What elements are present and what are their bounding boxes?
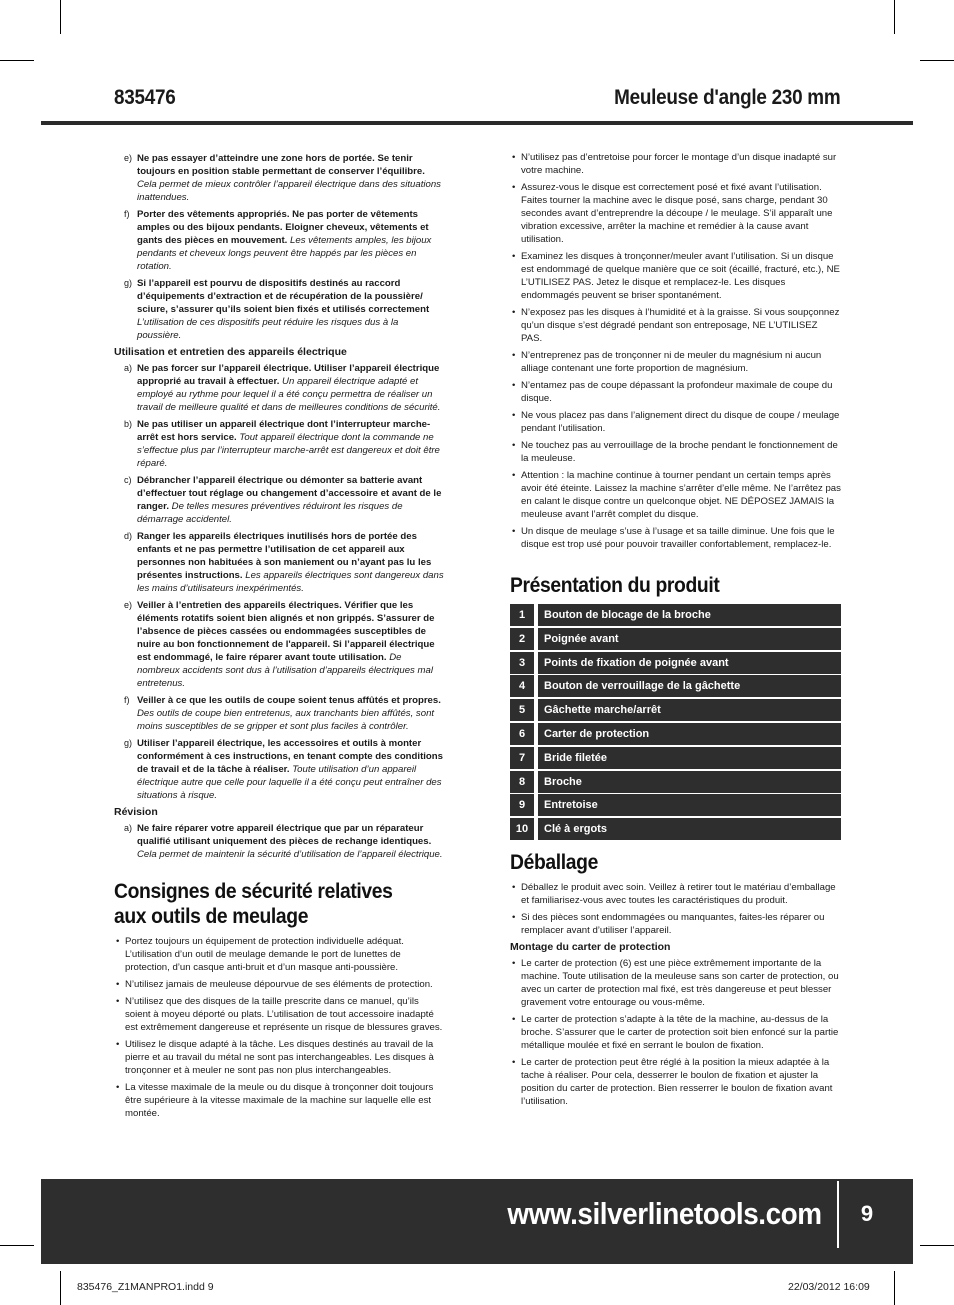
part-row: [510, 771, 841, 793]
part-row: [510, 794, 841, 816]
bullet-dot: •: [512, 440, 516, 451]
crop-mark: [60, 0, 61, 34]
lettered-item: [114, 737, 444, 802]
bullet-dot: •: [512, 882, 516, 894]
item-letter: f): [124, 209, 130, 219]
part-number: 7: [510, 747, 534, 769]
part-row: [510, 818, 841, 840]
item-letter: g): [124, 278, 133, 288]
bullet-dot: •: [512, 251, 516, 262]
item-letter: e): [124, 153, 133, 163]
part-number: 6: [510, 723, 534, 745]
part-number: 3: [510, 652, 534, 674]
lettered-item: [114, 418, 444, 470]
bullet-dot: •: [512, 410, 516, 421]
bullet-text: Le carter de protection (6) est une pièce extrêmement importante de la machine. Toute utilisation de la meuleuse sans son carter de protection, ou avec un carter de protection mal fixé, est très dangereuse et peut blesser gravement votre entourage ou vous-même.: [521, 958, 839, 1009]
part-label: Bouton de verrouillage de la gâchette: [538, 675, 841, 697]
item-letter: a): [124, 823, 133, 833]
section-title-presentation: Présentation du produit: [510, 574, 720, 597]
bullet-dot: •: [512, 307, 516, 318]
lettered-item: [114, 277, 444, 342]
lettered-item: [114, 822, 444, 861]
part-number: 1: [510, 604, 534, 626]
bullet-text: N’utilisez que des disques de la taille prescrite dans ce manuel, qu’ils soient à moyeu déporté ou plats. L’utilisation de tout accessoire inadapté est extrêmement dangereuse et représente un risque de blessures graves.: [125, 996, 443, 1033]
bullet-text: Le carter de protection peut être réglé à la position la mieux adaptée à la tache à réaliser. Pour cela, desserrer le boulon de fixation et ajuster la position du carter de protection. Bien resserrer le boulon de fixation avant l’utilisation.: [521, 1057, 833, 1108]
bullet-text: N’utilisez jamais de meuleuse dépourvue de ses éléments de protection.: [125, 979, 433, 990]
bullet-item: [114, 978, 444, 991]
item-italic-text: De telles mesures préventives réduiront les risques de démarrage accidentel.: [137, 501, 403, 525]
parts-list: [510, 604, 841, 840]
bullet-text: Utilisez le disque adapté à la tâche. Les disques destinés au travail de la pierre et au travail du métal ne sont pas interchangeables. Les disques à tronçonner et à meuler ne sont pas non plus interchangeables.: [125, 1039, 434, 1076]
item-italic-text: De nombreux accidents sont dus à l’utilisation d’appareils électriques mal entretenus.: [137, 652, 433, 689]
section-title-deballage: Déballage: [510, 851, 598, 875]
subheading-utilisation: Utilisation et entretien des appareils électrique: [114, 346, 347, 358]
bullet-item: [510, 306, 841, 345]
item-bold-text: Ne pas forcer sur l’appareil électrique. Utiliser l’appareil électrique approprié au travail à effectuer.: [137, 363, 440, 387]
bullet-dot: •: [512, 526, 516, 537]
bullet-item: [114, 1081, 444, 1120]
item-bold-text: Veiller à l’entretien des appareils électriques. Vérifier que les éléments rotatifs soient bien alignés et non grippés. S’assurer de l’absence de pièces cassées ou endommagées susceptibles de nuire au bon fonctionnement de l'appareil. Si l’appareil électrique est endommagé, le faire réparer avant toute utilisation.: [137, 600, 435, 663]
crop-mark: [0, 60, 34, 61]
bullet-dot: •: [116, 996, 120, 1007]
bullet-dot: •: [512, 1014, 516, 1026]
safety-list-revision: [114, 822, 444, 861]
bullet-item: [510, 409, 841, 435]
bullet-item: [510, 181, 841, 246]
bullet-text: Assurez-vous le disque est correctement posé et fixé avant l’utilisation. Faites tourner la machine avec le disque posé, sans charge, pendant 30 secondes avant d’entreprendre la découpe / le meulage. S’il apparaît une vibration excessive, arrêter la machine et remédier à la cause avant utilisation.: [521, 182, 833, 245]
product-code: 835476: [114, 86, 176, 109]
bullet-item: [114, 1038, 444, 1077]
item-letter: d): [124, 531, 133, 541]
part-row: [510, 747, 841, 769]
bullet-text: Attention : la machine continue à tourner pendant un certain temps après avoir été éteinte. Laissez la machine s’arrêter d’elle même. Ne l’arrêtez pas en calant le disque contre un quelconque objet. NE DÉPOSEZ JAMAIS la meuleuse avant l’arrêt complet du disque.: [521, 470, 841, 520]
item-bold-text: Ranger les appareils électriques inutilisés hors de portée des enfants et ne pas permettre l’utilisation de cet appareil aux personnes non habituées à son maniement ou n’ayant pas lu les présentes instructions.: [137, 531, 432, 581]
crop-mark: [920, 1245, 954, 1246]
lettered-item: [114, 599, 444, 690]
part-number: 2: [510, 628, 534, 650]
bullet-item: [510, 439, 841, 465]
bullet-dot: •: [512, 152, 516, 163]
crop-mark: [894, 1271, 895, 1305]
bullet-item: [114, 935, 444, 974]
bullet-dot: •: [512, 958, 516, 970]
part-number: 8: [510, 771, 534, 793]
item-italic-text: Cela permet de maintenir la sécurité d’utilisation de l’appareil électrique.: [137, 849, 443, 860]
part-number: 5: [510, 699, 534, 721]
page-number: 9: [860, 1201, 874, 1226]
header-rule: [41, 121, 913, 125]
bullet-item: [510, 151, 841, 177]
item-italic-text: Des outils de coupe bien entretenus, aux tranchants bien affûtés, sont moins susceptibles de se gripper et sont plus faciles à contrôler.: [137, 708, 435, 732]
item-italic-text: Toute utilisation d’un appareil électrique autre que celle pour laquelle il a été conçu peut entraîner des situations à risque.: [137, 764, 442, 801]
part-row: [510, 675, 841, 697]
bullet-dot: •: [512, 470, 516, 481]
subheading-montage: Montage du carter de protection: [510, 941, 671, 954]
item-bold-text: Utiliser l’appareil électrique, les accessoires et outils à monter conformément à ces instructions, en tenant compte des conditions de travail et de la tâche à réaliser.: [137, 738, 443, 775]
lettered-item: [114, 208, 444, 273]
deballage-bullet-list: [510, 881, 841, 937]
part-row: [510, 628, 841, 650]
footer-website: www.silverlinetools.com: [507, 1196, 822, 1231]
bullet-dot: •: [116, 1039, 120, 1050]
bullet-item: [510, 379, 841, 405]
item-letter: c): [124, 475, 132, 485]
item-italic-text: Les vêtements amples, les bijoux pendants et cheveux longs peuvent être happés par les pièces en rotation.: [137, 235, 432, 272]
part-label: Clé à ergots: [538, 818, 841, 840]
part-label: Points de fixation de poignée avant: [538, 652, 841, 674]
part-label: Bride filetée: [538, 747, 841, 769]
item-letter: f): [124, 695, 130, 705]
bullet-text: Examinez les disques à tronçonner/meuler avant l’utilisation. Si un disque est endommagé de quelque manière que ce soit (écaillé, fracturé, etc.), NE L’UTILISEZ PAS. Jetez le disque et remplacez-le. Les disques endommagés peuvent se briser spontanément.: [521, 251, 840, 301]
grinding-bullet-list: [114, 935, 444, 1120]
part-label: Bouton de blocage de la broche: [538, 604, 841, 626]
bullet-text: Déballez le produit avec soin. Veillez à retirer tout le matériau d’emballage et familiarisez-vous avec toutes les caractéristiques du produit.: [521, 882, 836, 907]
bullet-item: [510, 911, 841, 937]
part-row: [510, 699, 841, 721]
bullet-item: [510, 1056, 841, 1108]
right-column: [510, 151, 841, 1112]
bullet-item: [114, 995, 444, 1034]
bullet-text: Ne vous placez pas dans l’alignement direct du disque de coupe / meulage pendant l’utilisation.: [521, 410, 840, 434]
item-italic-text: Tout appareil électrique dont la commande ne s’effectue plus par l’interrupteur marche-arrêt est dangereux et doit être réparé.: [137, 432, 440, 469]
bullet-item: [510, 469, 841, 521]
bullet-item: [510, 525, 841, 551]
bullet-text: N’exposez pas les disques à l’humidité et à la graisse. Si vous soupçonnez qu’un disque s’est dégradé pendant son entreposage, NE L’UTILISEZ PAS.: [521, 307, 840, 344]
bullet-dot: •: [116, 979, 120, 990]
item-bold-text: Porter des vêtements appropriés. Ne pas porter de vêtements amples ou des bijoux pendants. Eloigner cheveux, vêtements et gants des pièces en mouvement.: [137, 209, 429, 246]
part-row: [510, 723, 841, 745]
bullet-dot: •: [512, 1057, 516, 1069]
part-label: Carter de protection: [538, 723, 841, 745]
lettered-item: [114, 530, 444, 595]
item-italic-text: Les appareils électriques sont dangereux dans les mains d’utilisateurs inexpérimentés.: [137, 570, 444, 594]
page-title: Meuleuse d'angle 230 mm: [613, 86, 840, 109]
section-title-grinding: Consignes de sécurité relatives aux outils de meulage: [114, 880, 393, 928]
part-label: Poignée avant: [538, 628, 841, 650]
item-bold-text: Ne pas essayer d’atteindre une zone hors de portée. Se tenir toujours en position stable permettant de conserver l’équilibre.: [137, 153, 425, 177]
item-bold-text: Ne faire réparer votre appareil électrique que par un réparateur qualifié utilisant uniquement des pièces de rechange identiques.: [137, 823, 432, 847]
item-bold-text: Débrancher l’appareil électrique ou démonter sa batterie avant d’effectuer tout réglage ou changement d’accessoire et avant de le ranger.: [137, 475, 442, 512]
part-row: [510, 652, 841, 674]
part-label: Broche: [538, 771, 841, 793]
montage-bullet-list: [510, 957, 841, 1108]
crop-mark: [60, 1271, 61, 1305]
bullet-text: N’entamez pas de coupe dépassant la profondeur maximale de coupe du disque.: [521, 380, 833, 404]
lettered-item: [114, 694, 444, 733]
bullet-dot: •: [116, 936, 120, 947]
bullet-item: [510, 250, 841, 302]
disc-bullet-list: [510, 151, 841, 551]
bullet-text: Si des pièces sont endommagées ou manquantes, faites-les réparer ou remplacer avant d’utiliser l’appareil.: [521, 912, 825, 937]
subheading-revision: Révision: [114, 806, 158, 818]
bullet-text: Ne touchez pas au verrouillage de la broche pendant le fonctionnement de la meuleuse.: [521, 440, 838, 464]
bullet-text: N’entreprenez pas de tronçonner ni de meuler du magnésium ni aucun alliage contenant une forte proportion de magnésium.: [521, 350, 822, 374]
part-row: [510, 604, 841, 626]
part-number: 4: [510, 675, 534, 697]
slug-file: 835476_Z1MANPRO1.indd 9: [77, 1281, 214, 1293]
lettered-item: [114, 362, 444, 414]
lettered-item: [114, 152, 444, 204]
bullet-dot: •: [512, 182, 516, 193]
bullet-item: [510, 349, 841, 375]
crop-mark: [0, 1245, 34, 1246]
bullet-text: La vitesse maximale de la meule ou du disque à tronçonner doit toujours être supérieure à la vitesse maximale de la machine sur laquelle elle est montée.: [125, 1082, 434, 1119]
item-bold-text: Veiller à ce que les outils de coupe soient tenus affûtés et propres.: [137, 695, 441, 706]
item-italic-text: Un appareil électrique adapté et employé au rythme pour lequel il a été conçu permettra de réaliser un travail de meilleure qualité et dans de meilleures conditions de sécurité.: [137, 376, 441, 413]
item-letter: g): [124, 738, 133, 748]
bullet-text: N’utilisez pas d’entretoise pour forcer le montage d’un disque inadapté sur votre machine.: [521, 152, 837, 176]
item-italic-text: Cela permet de mieux contrôler l’appareil électrique dans des situations inattendues.: [137, 179, 441, 203]
bullet-dot: •: [116, 1082, 120, 1093]
crop-mark: [920, 60, 954, 61]
part-label: Entretoise: [538, 794, 841, 816]
bullet-dot: •: [512, 912, 516, 924]
bullet-text: Le carter de protection s’adapte à la tête de la machine, au-dessus de la broche. S’assurer que le carter de protection soit bien enfoncé sur la partie métallique moulée et fixé en serrant le boulon de fixation.: [521, 1014, 839, 1052]
slug-date: 22/03/2012 16:09: [788, 1281, 870, 1293]
safety-list-utilisation: [114, 362, 444, 802]
bullet-text: Un disque de meulage s’use à l’usage et sa taille diminue. Une fois que le disque est trop usé pour pouvoir travailler confortablement, remplacez-le.: [521, 526, 835, 550]
part-number: 9: [510, 794, 534, 816]
bullet-item: [510, 881, 841, 907]
bullet-item: [510, 1013, 841, 1052]
bullet-dot: •: [512, 380, 516, 391]
part-number: 10: [510, 818, 534, 840]
item-italic-text: L’utilisation de ces dispositifs peut réduire les risques dus à la poussière.: [137, 317, 399, 341]
item-bold-text: Ne pas utiliser un appareil électrique dont l’interrupteur marche-arrêt est hors service.: [137, 419, 431, 443]
part-label: Gâchette marche/arrêt: [538, 699, 841, 721]
bullet-dot: •: [512, 350, 516, 361]
item-letter: e): [124, 600, 133, 610]
bullet-item: [510, 957, 841, 1009]
item-letter: b): [124, 419, 133, 429]
left-column: [114, 152, 444, 1124]
item-bold-text: Si l’appareil est pourvu de dispositifs destinés au raccord d’équipements d’extraction et de récupération de la poussière/ sciure, s’assurer qu’ils soient bien fixés et utilisés correctement: [137, 278, 430, 315]
bullet-text: Portez toujours un équipement de protection individuelle adéquat. L’utilisation d’un outil de meulage demande le port de lunettes de protection, d’un casque anti-bruit et d’un masque anti-poussière.: [125, 936, 404, 973]
item-letter: a): [124, 363, 133, 373]
safety-list-top: [114, 152, 444, 342]
crop-mark: [894, 0, 895, 34]
lettered-item: [114, 474, 444, 526]
